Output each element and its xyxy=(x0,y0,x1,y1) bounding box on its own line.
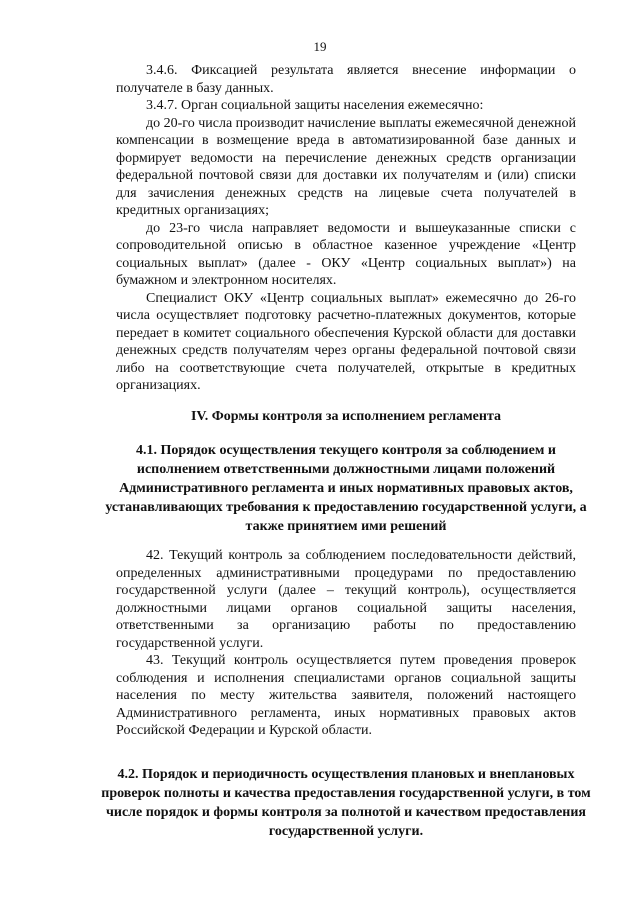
subsection-heading-4-1: 4.1. Порядок осуществления текущего контроля за соблюдением и исполнением ответственными должностными лицами положений Административного регламента и иных нормативных правовых актов, устанавливающих требования к предоставлению государственной услуги, а также принятием ими решений xyxy=(105,443,587,534)
paragraph-specialist: Специалист ОКУ «Центр социальных выплат» ежемесячно до 26-го числа осуществляет подготовку расчетно-платежных документов, которые передает в комитет социального обеспечения Курской области для доставки денежных средств получателям через органы федеральной почтовой связи либо на соответствующие счета получателей, открытые в кредитных организациях. xyxy=(116,290,576,393)
paragraph-23rd-day: до 23-го числа направляет ведомости и вышеуказанные списки с сопроводительной описью в областное казенное учреждение «Центр социальных выплат» (далее - ОКУ «Центр социальных выплат») на бумажном и электронном носителях. xyxy=(116,220,576,288)
text-block-procedures xyxy=(116,62,576,395)
page-number: 19 xyxy=(313,39,327,54)
paragraph-20th-day: до 20-го числа производит начисление выплаты ежемесячной денежной компенсации в возмещение вреда в автоматизированной базе данных и формирует ведомости на перечисление денежных средств организации федеральной почтовой связи для доставки их получателям и (или) списки для зачисления денежных средств на лицевые счета получателей в кредитных организациях; xyxy=(116,115,576,218)
paragraph-3-4-6: 3.4.6. Фиксацией результата является внесение информации о получателе в базу данных. xyxy=(116,63,576,96)
paragraph-42: 42. Текущий контроль за соблюдением последовательности действий, определенных административными процедурами по предоставлению государственной услуги (далее – текущий контроль), осуществляется должностными лицами органов социальной защиты населения, ответственными за организацию работы по предоставлению государственной услуги. xyxy=(116,548,576,651)
section-heading-iv: IV. Формы контроля за исполнением регламента xyxy=(190,409,502,424)
paragraph-3-4-7: 3.4.7. Орган социальной защиты населения ежемесячно: xyxy=(146,98,484,113)
text-block-control xyxy=(116,547,576,740)
paragraph-43: 43. Текущий контроль осуществляется путем проведения проверок соблюдения и исполнения специалистами органов социальной защиты населения по месту жительства заявителя, положений настоящего Административного регламента, иных нормативных правовых актов Российской Федерации и Курской области. xyxy=(116,653,576,738)
subsection-heading-4-2: 4.2. Порядок и периодичность осуществления плановых и внеплановых проверок полноты и качества предоставления государственной услуги, в том числе порядок и формы контроля за полнотой и качеством предоставления государственной услуги. xyxy=(101,767,591,839)
